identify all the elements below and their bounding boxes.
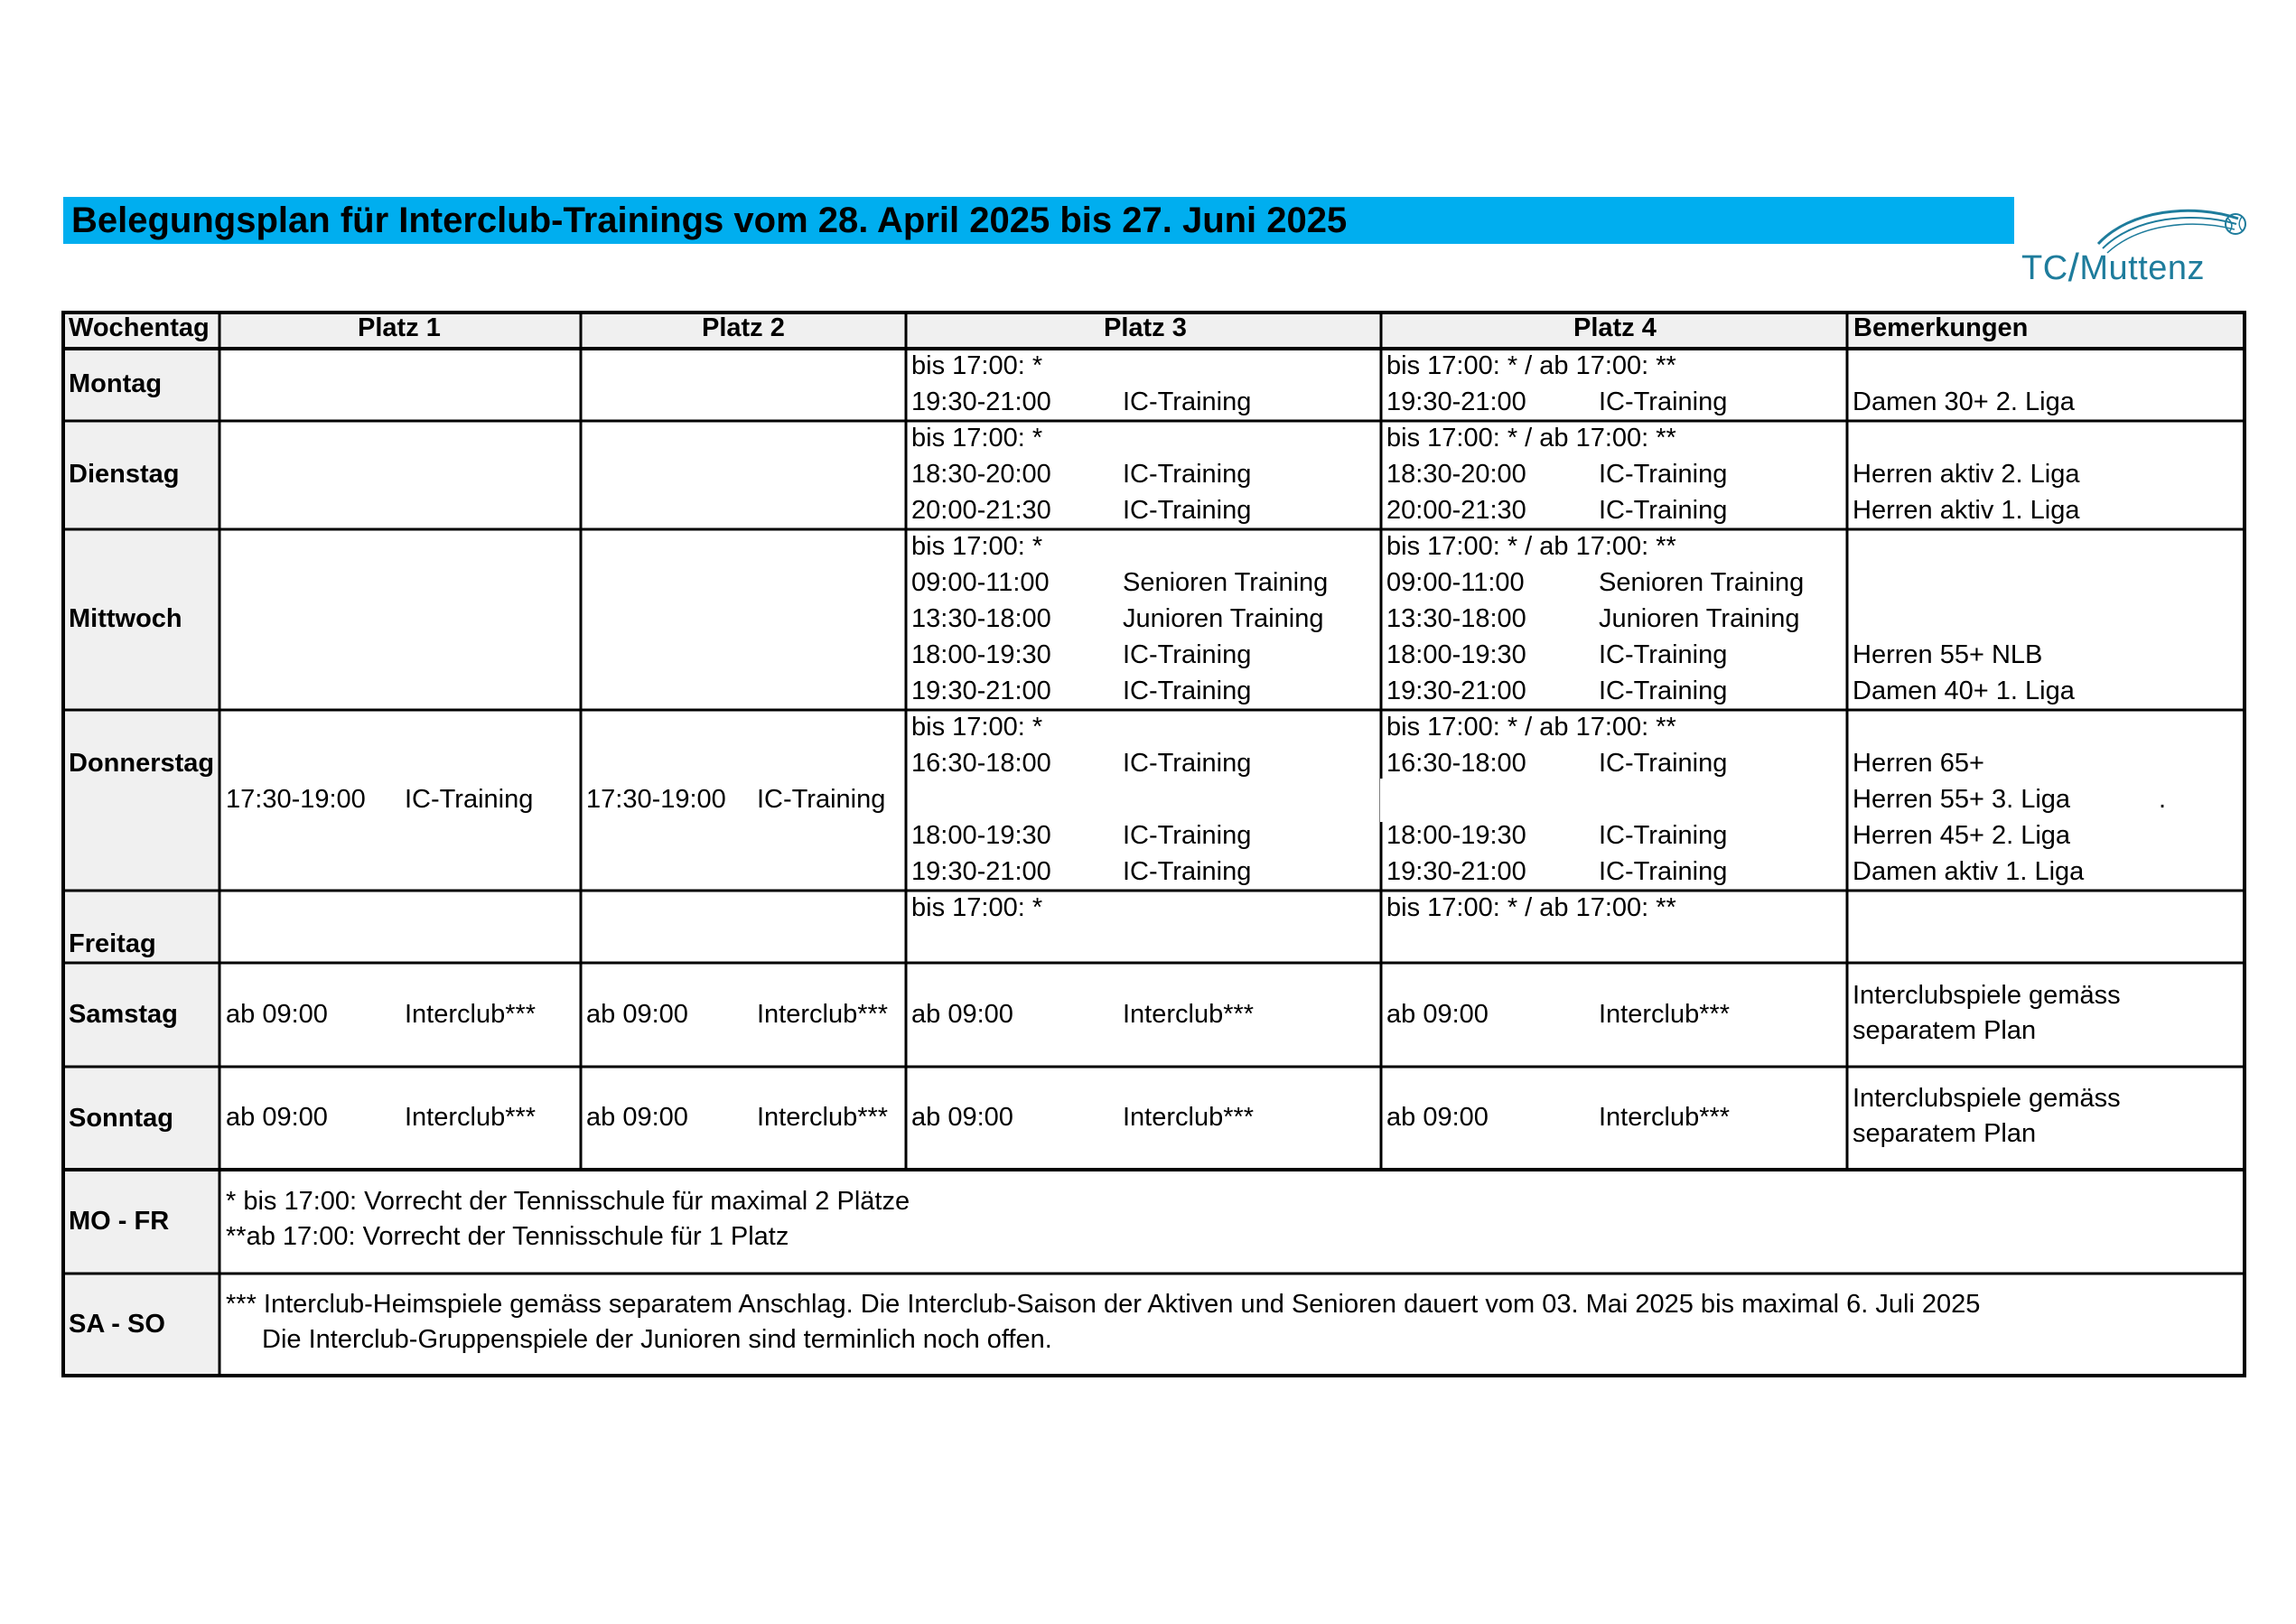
mittwoch-platz4-label-1: Senioren Training [1599, 568, 1805, 597]
logo-text: TC/Muttenz [2021, 246, 2206, 290]
mittwoch-platz3-note: bis 17:00: * [911, 532, 1043, 561]
donnerstag-platz4-label-3: IC-Training [1599, 857, 1728, 886]
mittwoch-platz4-label-2: Junioren Training [1599, 604, 1800, 633]
page-title: Belegungsplan für Interclub-Trainings vom 28. April 2025 bis 27. Juni 2025 [71, 201, 1348, 240]
donnerstag-platz3-time-3: 19:30-21:00 [911, 857, 1051, 886]
notes-mofr-line-1: * bis 17:00: Vorrecht der Tennisschule für maximal 2 Plätze [226, 1187, 910, 1216]
donnerstag-platz4-note: bis 17:00: * / ab 17:00: ** [1386, 713, 1676, 742]
donnerstag-platz3-label-3: IC-Training [1123, 857, 1252, 886]
sonntag-platz2-label: Interclub*** [757, 1103, 889, 1132]
donnerstag-platz1-label: IC-Training [405, 785, 534, 814]
mittwoch-platz4-time-4: 19:30-21:00 [1386, 677, 1526, 705]
sonntag-platz3-label: Interclub*** [1123, 1103, 1255, 1132]
mittwoch-platz4-time-3: 18:00-19:30 [1386, 640, 1526, 669]
donnerstag-platz3-note: bis 17:00: * [911, 713, 1043, 742]
montag-platz4-note: bis 17:00: * / ab 17:00: ** [1386, 351, 1676, 380]
montag-platz4-time: 19:30-21:00 [1386, 387, 1526, 416]
notes-mofr-label: MO - FR [69, 1207, 170, 1236]
donnerstag-platz2-time: 17:30-19:00 [586, 785, 726, 814]
samstag-remark-2: separatem Plan [1853, 1016, 2037, 1045]
donnerstag-remark-1: Herren 65+ [1853, 749, 1984, 778]
donnerstag-platz3-time-2: 18:00-19:30 [911, 821, 1051, 850]
column-header-platz-2: Platz 2 [702, 313, 785, 342]
montag-platz3-label: IC-Training [1123, 387, 1252, 416]
mittwoch-platz3-label-1: Senioren Training [1123, 568, 1329, 597]
day-sonntag: Sonntag [69, 1104, 173, 1133]
donnerstag-platz4-time-1: 16:30-18:00 [1386, 749, 1526, 778]
mittwoch-platz3-time-4: 19:30-21:00 [911, 677, 1051, 705]
notes-saso-label: SA - SO [69, 1310, 165, 1339]
donnerstag-platz4-time-2: 18:00-19:30 [1386, 821, 1526, 850]
samstag-platz1-label: Interclub*** [405, 1000, 537, 1029]
samstag-platz4-time: ab 09:00 [1386, 1000, 1489, 1029]
sonntag-platz2-time: ab 09:00 [586, 1103, 688, 1132]
sonntag-remark-2: separatem Plan [1853, 1119, 2037, 1148]
dienstag-platz3-note: bis 17:00: * [911, 424, 1043, 453]
column-header-wochentag: Wochentag [69, 313, 210, 342]
donnerstag-remark-3: Herren 45+ 2. Liga [1853, 821, 2071, 850]
sonntag-remark-1: Interclubspiele gemäss [1853, 1084, 2121, 1113]
mittwoch-remark-1: Herren 55+ NLB [1853, 640, 2043, 669]
mittwoch-platz4-label-4: IC-Training [1599, 677, 1728, 705]
column-header-platz-1: Platz 1 [358, 313, 441, 342]
donnerstag-platz4-time-3: 19:30-21:00 [1386, 857, 1526, 886]
donnerstag-platz2-label: IC-Training [757, 785, 886, 814]
notes-saso-line-1: *** Interclub-Heimspiele gemäss separatem Anschlag. Die Interclub-Saison der Aktiven und Senioren dauert vom 03. Mai 2025 bis maximal 6. Juli 2025 [226, 1290, 1981, 1319]
day-mittwoch: Mittwoch [69, 604, 182, 633]
donnerstag-platz4-label-1: IC-Training [1599, 749, 1728, 778]
column-header-bemerkungen: Bemerkungen [1853, 313, 2029, 342]
day-montag: Montag [69, 369, 163, 398]
donnerstag-platz4-label-2: IC-Training [1599, 821, 1728, 850]
samstag-platz3-time: ab 09:00 [911, 1000, 1013, 1029]
dienstag-platz4-label-2: IC-Training [1599, 496, 1728, 525]
donnerstag-remark-4: Damen aktiv 1. Liga [1853, 857, 2085, 886]
mittwoch-platz3-label-4: IC-Training [1123, 677, 1252, 705]
dienstag-platz4-note: bis 17:00: * / ab 17:00: ** [1386, 424, 1676, 453]
dienstag-platz4-time-1: 18:30-20:00 [1386, 460, 1526, 489]
samstag-platz1-time: ab 09:00 [226, 1000, 328, 1029]
dienstag-platz3-label-1: IC-Training [1123, 460, 1252, 489]
sonntag-platz4-label: Interclub*** [1599, 1103, 1731, 1132]
donnerstag-remark-2: Herren 55+ 3. Liga [1853, 785, 2071, 814]
dienstag-platz4-label-1: IC-Training [1599, 460, 1728, 489]
samstag-platz3-label: Interclub*** [1123, 1000, 1255, 1029]
samstag-platz2-label: Interclub*** [757, 1000, 889, 1029]
mittwoch-platz3-time-3: 18:00-19:30 [911, 640, 1051, 669]
samstag-platz2-time: ab 09:00 [586, 1000, 688, 1029]
notes-mofr-line-2: **ab 17:00: Vorrecht der Tennisschule für 1 Platz [226, 1222, 789, 1251]
mittwoch-platz3-time-2: 13:30-18:00 [911, 604, 1051, 633]
dienstag-platz3-label-2: IC-Training [1123, 496, 1252, 525]
montag-remark: Damen 30+ 2. Liga [1853, 387, 2075, 416]
freitag-platz4-note: bis 17:00: * / ab 17:00: ** [1386, 893, 1676, 922]
montag-platz3-time: 19:30-21:00 [911, 387, 1051, 416]
mittwoch-platz3-label-2: Junioren Training [1123, 604, 1324, 633]
freitag-platz3-note: bis 17:00: * [911, 893, 1043, 922]
column-header-platz-3: Platz 3 [1104, 313, 1187, 342]
day-freitag: Freitag [69, 929, 156, 958]
sonntag-platz3-time: ab 09:00 [911, 1103, 1013, 1132]
samstag-remark-1: Interclubspiele gemäss [1853, 981, 2121, 1010]
sonntag-platz4-time: ab 09:00 [1386, 1103, 1489, 1132]
dienstag-remark-1: Herren aktiv 2. Liga [1853, 460, 2080, 489]
dienstag-platz4-time-2: 20:00-21:30 [1386, 496, 1526, 525]
donnerstag-remark-dot: . [2159, 785, 2167, 814]
mittwoch-platz4-time-2: 13:30-18:00 [1386, 604, 1526, 633]
sonntag-platz1-label: Interclub*** [405, 1103, 537, 1132]
day-samstag: Samstag [69, 1000, 178, 1029]
mittwoch-platz3-label-3: IC-Training [1123, 640, 1252, 669]
samstag-platz4-label: Interclub*** [1599, 1000, 1731, 1029]
donnerstag-platz3-label-1: IC-Training [1123, 749, 1252, 778]
notes-saso-line-2: Die Interclub-Gruppenspiele der Junioren sind terminlich noch offen. [262, 1325, 1052, 1354]
donnerstag-platz3-time-1: 16:30-18:00 [911, 749, 1051, 778]
mittwoch-platz4-label-3: IC-Training [1599, 640, 1728, 669]
day-donnerstag: Donnerstag [69, 749, 215, 778]
sonntag-platz1-time: ab 09:00 [226, 1103, 328, 1132]
dienstag-platz3-time-1: 18:30-20:00 [911, 460, 1051, 489]
donnerstag-platz1-time: 17:30-19:00 [226, 785, 366, 814]
column-header-platz-4: Platz 4 [1573, 313, 1657, 342]
dienstag-platz3-time-2: 20:00-21:30 [911, 496, 1051, 525]
mittwoch-platz4-note: bis 17:00: * / ab 17:00: ** [1386, 532, 1676, 561]
mittwoch-remark-2: Damen 40+ 1. Liga [1853, 677, 2075, 705]
montag-platz3-note: bis 17:00: * [911, 351, 1043, 380]
donnerstag-platz3-label-2: IC-Training [1123, 821, 1252, 850]
mittwoch-platz3-time-1: 09:00-11:00 [911, 568, 1050, 597]
day-dienstag: Dienstag [69, 460, 180, 489]
dienstag-remark-2: Herren aktiv 1. Liga [1853, 496, 2080, 525]
mittwoch-platz4-time-1: 09:00-11:00 [1386, 568, 1525, 597]
montag-platz4-label: IC-Training [1599, 387, 1728, 416]
